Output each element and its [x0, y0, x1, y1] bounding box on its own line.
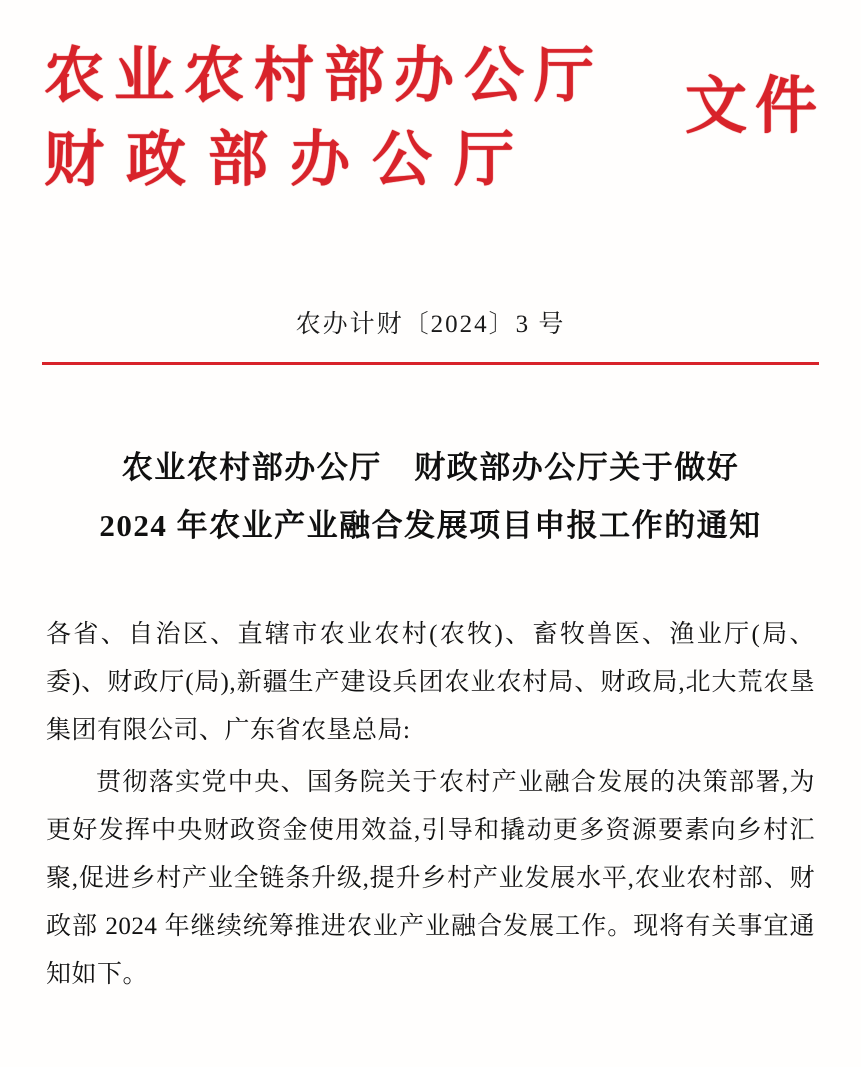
document-title-line-1: 农业农村部办公厅 财政部办公厅关于做好 — [121, 450, 740, 485]
document-masthead — [0, 0, 861, 232]
issuing-org-line-1: 农业农村部办公厅 — [44, 43, 604, 109]
document-body — [46, 611, 815, 999]
document-number-row — [0, 304, 861, 340]
document-type-word: 文件 — [684, 73, 825, 141]
red-separator-rule — [42, 362, 819, 365]
document-title — [52, 439, 809, 555]
document-number: 农办计财〔2024〕3 号 — [295, 311, 566, 338]
body-paragraph-1: 贯彻落实党中央、国务院关于农村产业融合发展的决策部署,为更好发挥中央财政资金使用效益,引导和撬动更多资源要素向乡村汇聚,促进乡村产业全链条升级,提升乡村产业发展水平,农业农村部、财政部 2024 年继续统筹推进农业产业融合发展工作。现将有关事宜通知如下。 — [46, 769, 815, 988]
document-title-line-2: 2024 年农业产业融合发展项目申报工作的通知 — [99, 508, 762, 543]
body-addressee: 各省、自治区、直辖市农业农村(农牧)、畜牧兽医、渔业厅(局、委)、财政厅(局),新疆生产建设兵团农业农村局、财政局,北大荒农垦集团有限公司、广东省农垦总局: — [46, 621, 815, 744]
issuing-org-line-2: 财政部办公厅 — [44, 127, 536, 193]
